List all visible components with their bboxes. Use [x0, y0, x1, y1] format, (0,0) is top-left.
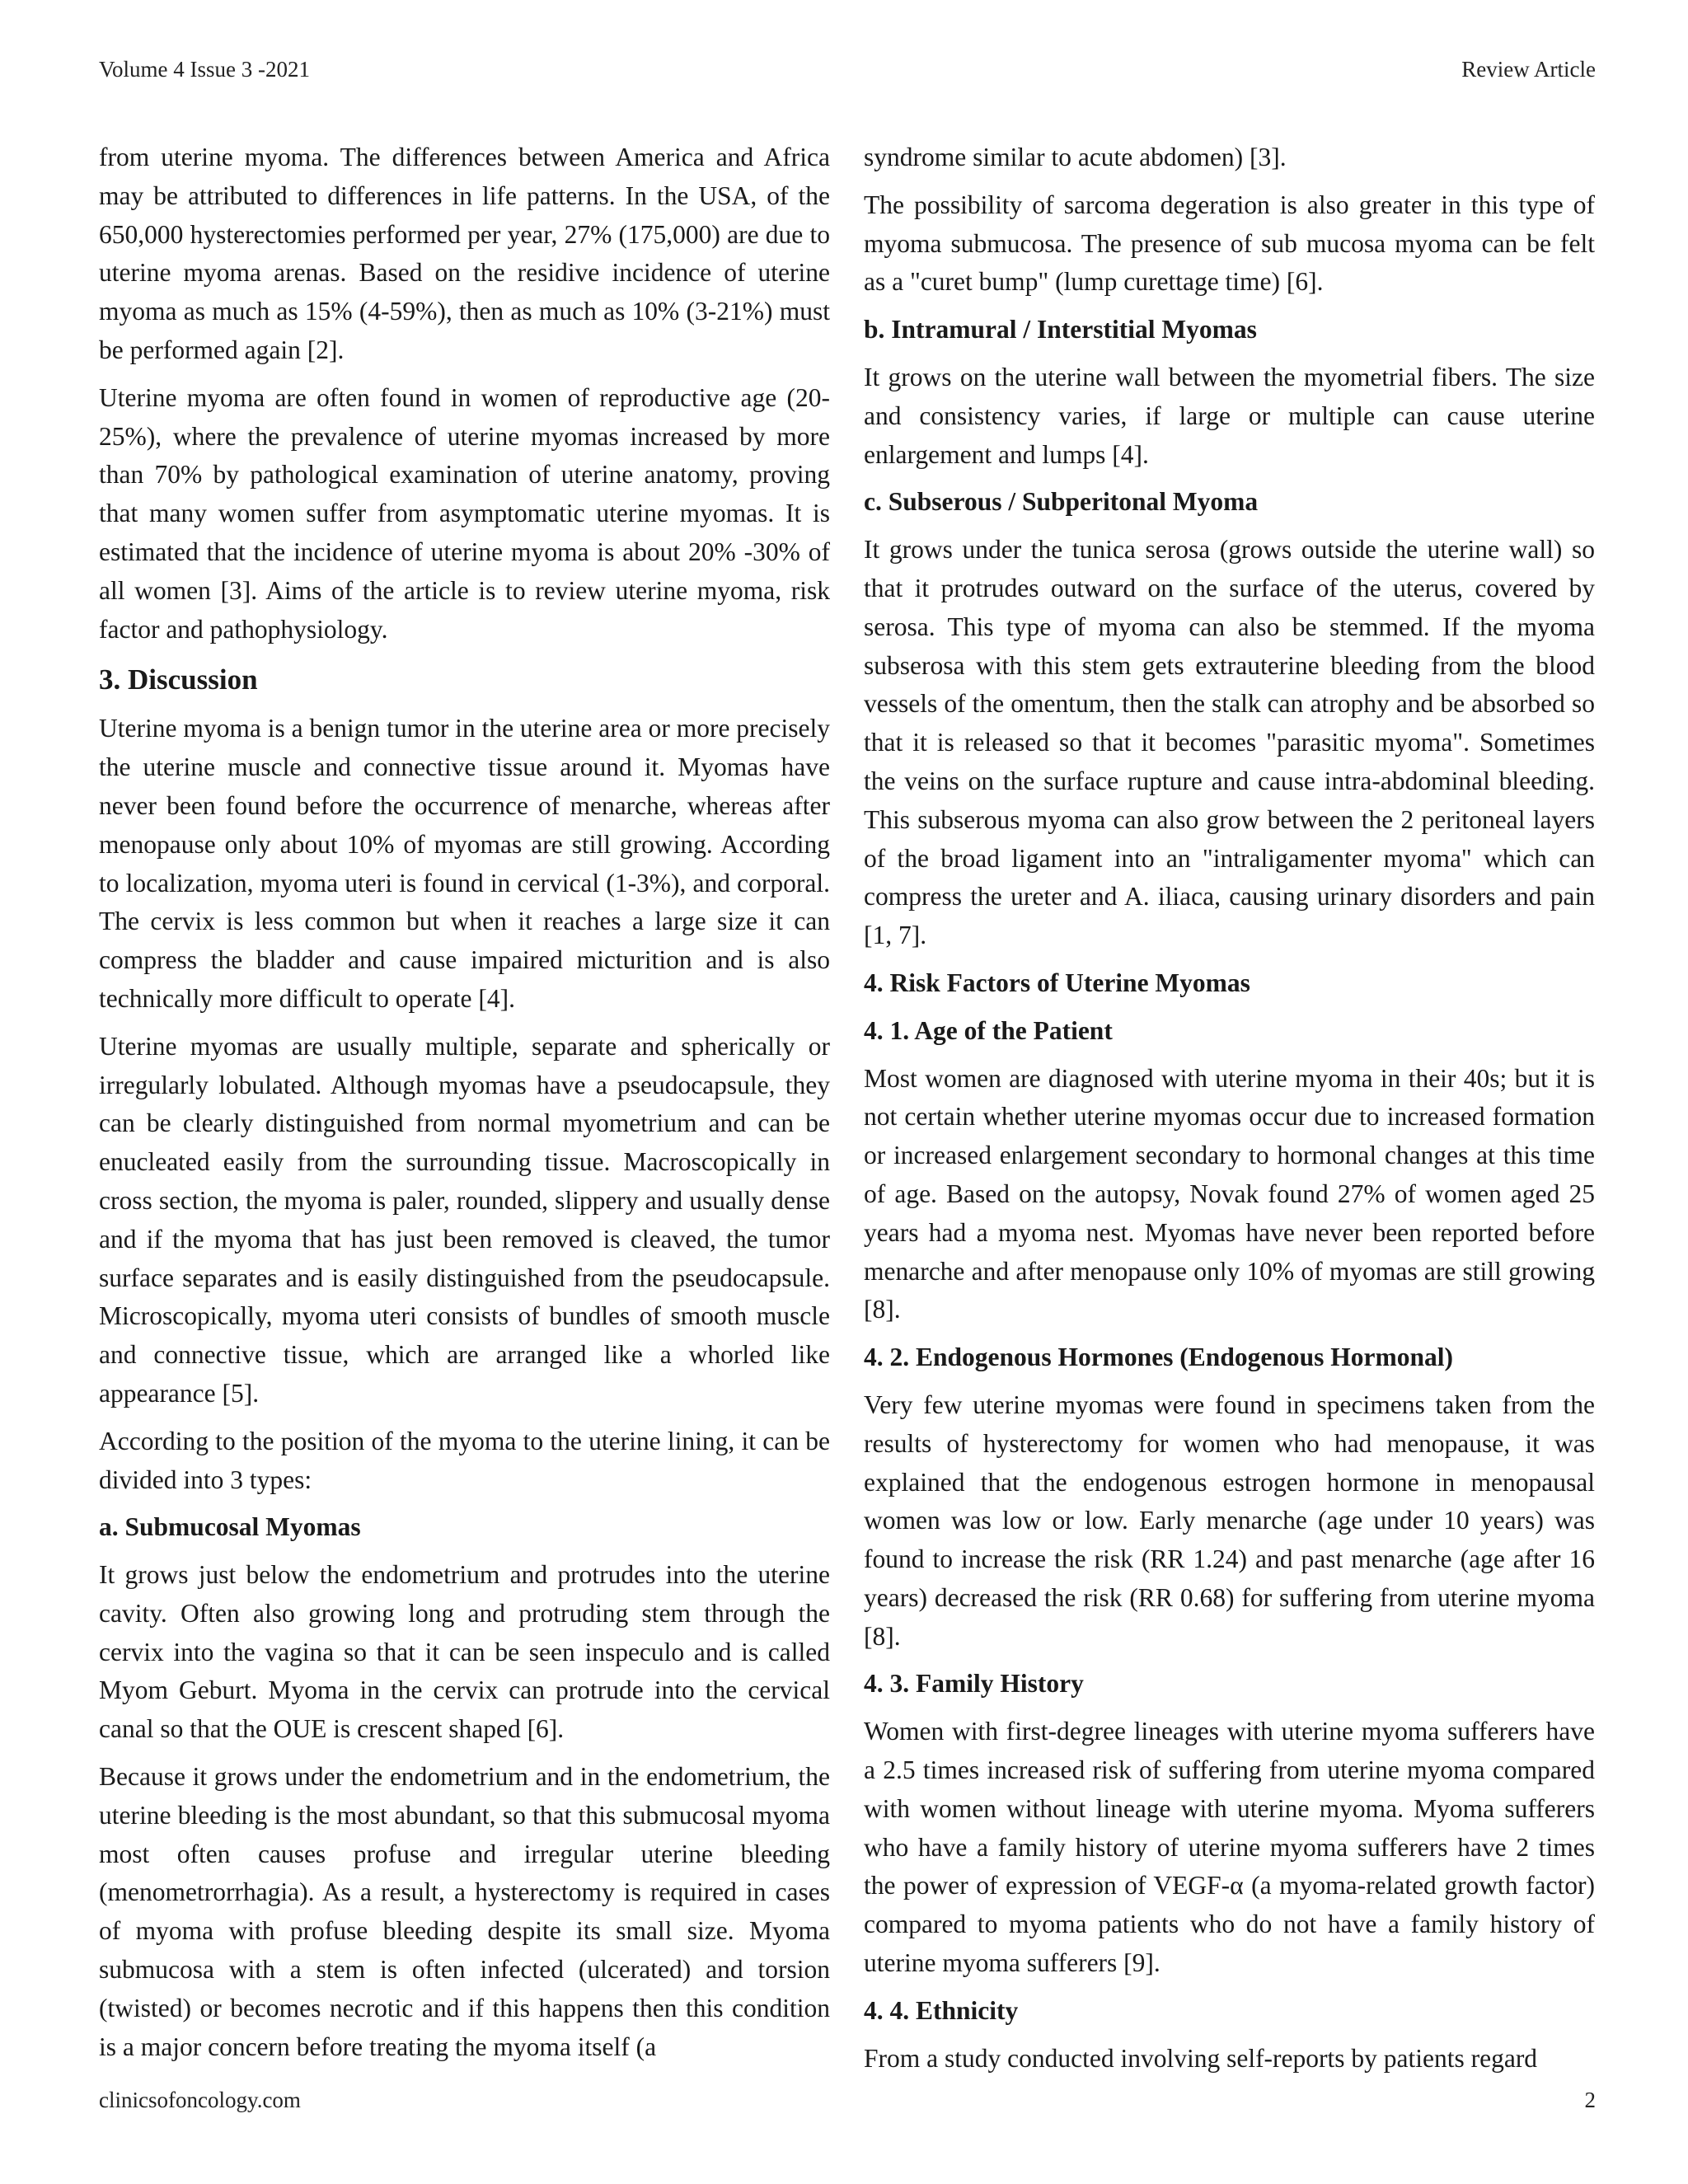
footer-website: clinicsofoncology.com [99, 2088, 301, 2112]
paragraph: Uterine myomas are usually multiple, separate and spherically or irregularly lobulated. Although myomas have a pseudocapsule, they can be clearly distinguished from normal myometrium and can be enucleated easily from the surrounding tissue. Macroscopically in cross section, the myoma is paler, rounded, slippery and usually dense and if the myoma that has just been removed is cleaved, the tumor surface separates and is easily distinguished from the pseudocapsule. Microscopically, myoma uteri consists of bundles of smooth muscle and connective tissue, which are arranged like a whorled like appearance [5]. [99, 1031, 830, 1408]
paragraph: from uterine myoma. The differences between America and Africa may be attributed to differences in life patterns. In the USA, of the 650,000 hysterectomies performed per year, 27% (175,000) are due to uterine myoma arenas. Based on the residive incidence of uterine myoma as much as 15% (4-59%), then as much as 10% (3-21%) must be performed again [2]. [99, 143, 830, 364]
left-column [99, 138, 830, 2075]
page-number: 2 [1584, 2088, 1596, 2112]
running-header-volume: Volume 4 Issue 3 -2021 [99, 57, 310, 82]
subheading-intramural: b. Intramural / Interstitial Myomas [864, 315, 1257, 344]
subheading-subserous: c. Subserous / Subperitonal Myoma [864, 487, 1259, 517]
subheading-family-history: 4. 3. Family History [864, 1669, 1084, 1699]
paragraph: From a study conducted involving self-reports by patients regard [864, 2043, 1538, 2073]
paragraph: The possibility of sarcoma degeration is also greater in this type of myoma submucosa. The presence of sub mucosa myoma can be felt as a "curet bump" (lump curettage time) [6]. [864, 190, 1595, 297]
paragraph: According to the position of the myoma to the uterine lining, it can be divided into 3 types: [99, 1426, 830, 1494]
paragraph: It grows on the uterine wall between the myometrial fibers. The size and consistency varies, if large or multiple can cause uterine enlargement and lumps [4]. [864, 362, 1595, 469]
running-header-article-type: Review Article [1461, 57, 1596, 82]
paragraph: Uterine myoma is a benign tumor in the uterine area or more precisely the uterine muscle and connective tissue around it. Myomas have never been found before the occurrence of menarche, whereas after menopause only about 10% of myomas are still growing. According to localization, myoma uteri is found in cervical (1-3%), and corporal. The cervix is less common but when it reaches a large size it can compress the bladder and cause impaired micturition and is also technically more difficult to operate [4]. [99, 714, 830, 1013]
paragraph: Women with first-degree lineages with uterine myoma sufferers have a 2.5 times increased risk of suffering from uterine myoma compared with women without lineage with uterine myoma. Myoma sufferers who have a family history of uterine myoma sufferers have 2 times the power of expression of VEGF-α (a myoma-related growth factor) compared to myoma patients who do not have a family history of uterine myoma sufferers [9]. [864, 1717, 1595, 1978]
right-column [864, 138, 1595, 2087]
subheading-endogenous-hormones: 4. 2. Endogenous Hormones (Endogenous Hormonal) [864, 1343, 1453, 1372]
paragraph: Very few uterine myomas were found in specimens taken from the results of hysterectomy for women who had menopause, it was explained that the endogenous estrogen hormone in menopausal women was low or low. Early menarche (age under 10 years) was found to increase the risk (RR 1.24) and past menarche (age after 16 years) decreased the risk (RR 0.68) for suffering from uterine myoma [8]. [864, 1390, 1595, 1651]
subheading-age: 4. 1. Age of the Patient [864, 1015, 1113, 1045]
paragraph: Uterine myoma are often found in women of reproductive age (20-25%), where the prevalence of uterine myomas increased by more than 70% by pathological examination of uterine anatomy, proving that many women suffer from asymptomatic uterine myomas. It is estimated that the incidence of uterine myoma is about 20% -30% of all women [3]. Aims of the article is to review uterine myoma, risk factor and pathophysiology. [99, 382, 830, 644]
section-heading-discussion: 3. Discussion [99, 663, 258, 696]
paragraph: It grows under the tunica serosa (grows outside the uterine wall) so that it protrudes outward on the surface of the uterus, covered by serosa. This type of myoma can also be stemmed. If the myoma subserosa with this stem gets extrauterine bleeding from the blood vessels of the omentum, then the stalk can atrophy and be absorbed so that it is released so that it becomes "parasitic myoma". Sometimes the veins on the surface rupture and cause intra-abdominal bleeding. This subserous myoma can also grow between the 2 peritoneal layers of the broad ligament into an "intraligamenter myoma" which can compress the ureter and A. iliaca, causing urinary disorders and pain [1, 7]. [864, 535, 1595, 950]
paragraph: Most women are diagnosed with uterine myoma in their 40s; but it is not certain whether uterine myomas occur due to increased formation or increased enlargement secondary to hormonal changes at this time of age. Based on the autopsy, Novak found 27% of women aged 25 years had a myoma nest. Myomas have never been reported before menarche and after menopause only 10% of myomas are still growing [8]. [864, 1063, 1595, 1324]
subheading-risk-factors: 4. Risk Factors of Uterine Myomas [864, 968, 1250, 997]
paragraph: It grows just below the endometrium and protrudes into the uterine cavity. Often also growing long and protruding stem through the cervix into the vagina so that it can be seen inspeculo and is called Myom Geburt. Myoma in the cervix can protrude into the cervical canal so that the OUE is crescent shaped [6]. [99, 1560, 830, 1744]
paragraph: Because it grows under the endometrium and in the endometrium, the uterine bleeding is the most abundant, so that this submucosal myoma most often causes profuse and irregular uterine bleeding (menometrorrhagia). As a result, a hysterectomy is required in cases of myoma with profuse bleeding despite its small size. Myoma submucosa with a stem is often infected (ulcerated) and torsion (twisted) or becomes necrotic and if this happens then this condition is a major concern before treating the myoma itself (a [99, 1762, 830, 2061]
paragraph: syndrome similar to acute abdomen) [3]. [864, 143, 1287, 171]
subheading-submucosal: a. Submucosal Myomas [99, 1512, 361, 1542]
subheading-ethnicity: 4. 4. Ethnicity [864, 1995, 1019, 2025]
